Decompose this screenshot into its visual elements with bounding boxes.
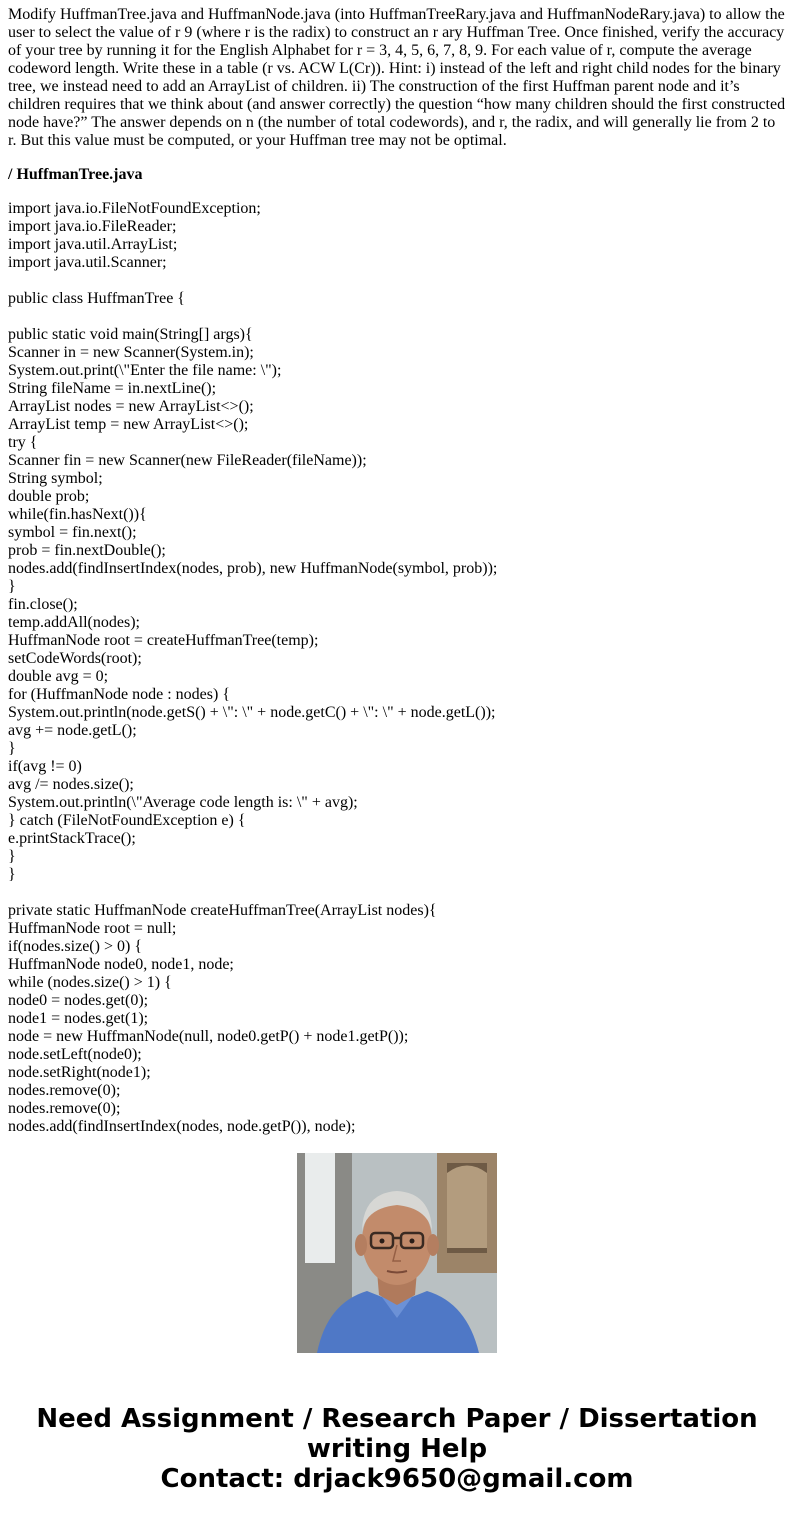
code-line: temp.addAll(nodes);	[8, 614, 140, 631]
code-line: node0 = nodes.get(0);	[8, 992, 149, 1009]
code-line: import java.util.ArrayList;	[8, 236, 178, 253]
promo-footer	[0, 1404, 794, 1494]
code-line: System.out.println(\"Average code length is: \" + avg);	[8, 794, 358, 811]
code-line: double avg = 0;	[8, 668, 109, 685]
promo-line-1: Need Assignment / Research Paper / Dissertation	[36, 1404, 758, 1434]
author-photo	[297, 1153, 497, 1353]
code-line: fin.close();	[8, 596, 78, 613]
code-listing	[8, 200, 786, 1136]
code-line: }	[8, 866, 16, 883]
code-line: nodes.add(findInsertIndex(nodes, prob), new HuffmanNode(symbol, prob));	[8, 560, 498, 577]
code-line	[8, 308, 786, 326]
code-line: ArrayList temp = new ArrayList<>();	[8, 416, 249, 433]
code-line	[8, 272, 786, 290]
code-line: nodes.remove(0);	[8, 1100, 121, 1117]
code-line: public class HuffmanTree {	[8, 290, 185, 307]
code-line: avg /= nodes.size();	[8, 776, 134, 793]
code-line: String symbol;	[8, 470, 103, 487]
code-line: setCodeWords(root);	[8, 650, 142, 667]
code-line: try {	[8, 434, 38, 451]
code-line: private static HuffmanNode createHuffmanTree(ArrayList nodes){	[8, 902, 437, 919]
code-line: }	[8, 578, 16, 595]
code-line: nodes.remove(0);	[8, 1082, 121, 1099]
code-line: import java.util.Scanner;	[8, 254, 167, 271]
file-heading: / HuffmanTree.java	[8, 166, 143, 183]
contact-line: Contact: drjack9650@gmail.com	[160, 1464, 634, 1494]
code-line: import java.io.FileNotFoundException;	[8, 200, 261, 217]
code-line: HuffmanNode root = null;	[8, 920, 177, 937]
assignment-description: Modify HuffmanTree.java and HuffmanNode.java (into HuffmanTreeRary.java and HuffmanNodeRary.java) to allow the user to select the value of r 9 (where r is the radix) to construct an r ary Huffman Tree. Once finished, verify the accuracy of your tree by running it for the English Alphabet for r = 3, 4, 5, 6, 7, 8, 9. For each value of r, compute the average codeword length. Write these in a table (r vs. ACW L(Cr)). Hint: i) instead of the left and right child nodes for the binary tree, we instead need to add an ArrayList of children. ii) The construction of the first Huffman parent node and it’s children requires that we think about (and answer correctly) the question “how many children should the first constructed node have?” The answer depends on n (the number of total codewords), and r, the radix, and will generally lie from 2 to r. But this value must be computed, or your Huffman tree may not be optimal.	[8, 6, 786, 149]
code-line: String fileName = in.nextLine();	[8, 380, 217, 397]
code-line: e.printStackTrace();	[8, 830, 136, 847]
code-line: Scanner in = new Scanner(System.in);	[8, 344, 254, 361]
code-line: avg += node.getL();	[8, 722, 137, 739]
code-line: if(avg != 0)	[8, 758, 82, 775]
code-line: while (nodes.size() > 1) {	[8, 974, 172, 991]
code-line: }	[8, 740, 16, 757]
code-line: symbol = fin.next();	[8, 524, 137, 541]
code-line: double prob;	[8, 488, 90, 505]
code-line: HuffmanNode root = createHuffmanTree(temp);	[8, 632, 319, 649]
code-line: while(fin.hasNext()){	[8, 506, 147, 523]
code-line: } catch (FileNotFoundException e) {	[8, 812, 246, 829]
code-line: }	[8, 848, 16, 865]
code-line: Scanner fin = new Scanner(new FileReader(fileName));	[8, 452, 367, 469]
code-line: node = new HuffmanNode(null, node0.getP() + node1.getP());	[8, 1028, 409, 1045]
code-line: System.out.println(node.getS() + \": \" + node.getC() + \": \" + node.getL());	[8, 704, 496, 721]
promo-line-2: writing Help	[306, 1434, 488, 1464]
code-line: System.out.print(\"Enter the file name: \");	[8, 362, 282, 379]
code-line: for (HuffmanNode node : nodes) {	[8, 686, 230, 703]
code-line: ArrayList nodes = new ArrayList<>();	[8, 398, 254, 415]
code-line: node.setRight(node1);	[8, 1064, 151, 1081]
code-line: import java.io.FileReader;	[8, 218, 177, 235]
code-line: if(nodes.size() > 0) {	[8, 938, 142, 955]
code-line: public static void main(String[] args){	[8, 326, 253, 343]
code-line: nodes.add(findInsertIndex(nodes, node.getP()), node);	[8, 1118, 356, 1135]
code-line: prob = fin.nextDouble();	[8, 542, 166, 559]
code-line: HuffmanNode node0, node1, node;	[8, 956, 234, 973]
code-line	[8, 884, 786, 902]
document-body	[8, 6, 786, 1135]
code-line: node1 = nodes.get(1);	[8, 1010, 149, 1027]
code-line: node.setLeft(node0);	[8, 1046, 142, 1063]
